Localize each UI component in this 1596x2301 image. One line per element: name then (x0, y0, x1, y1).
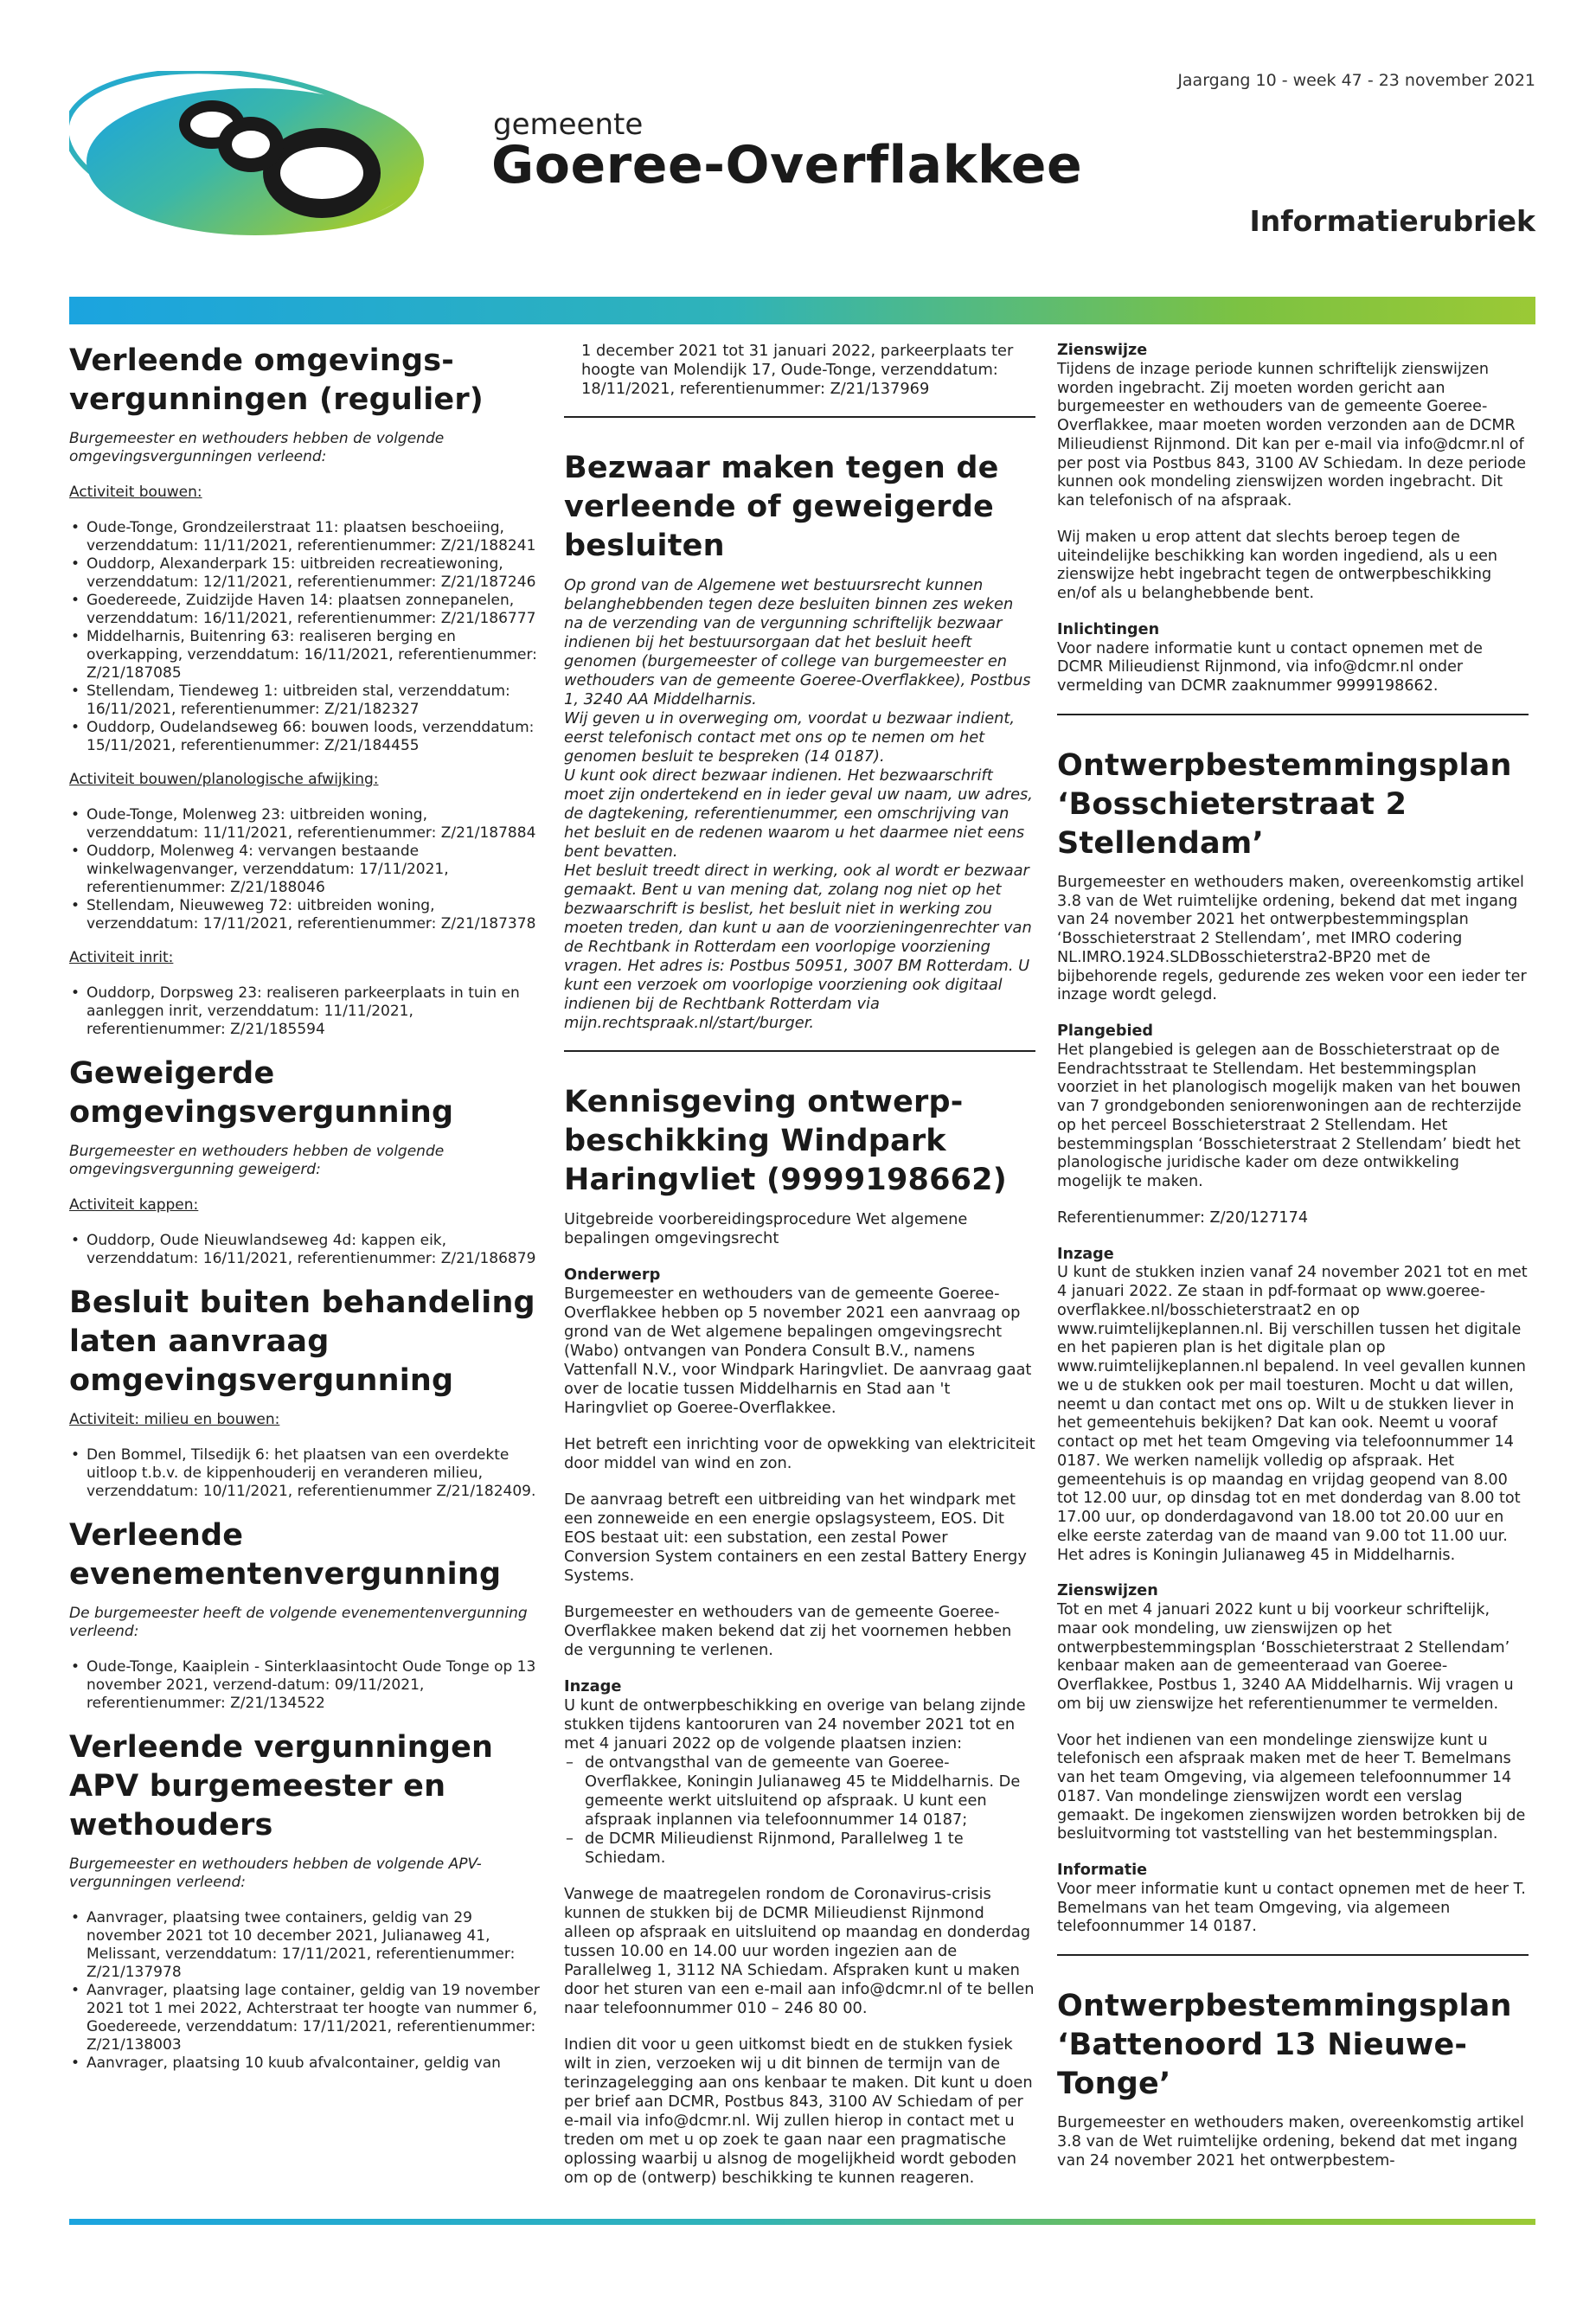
list-item: – de DCMR Milieudienst Rijnmond, Parallelweg 1 te Schiedam. (564, 1830, 1035, 1868)
paragraph: U kunt ook direct bezwaar indienen. Het bezwaarschrift moet zijn ondertekend en in ieder geval uw naam, uw adres, de dagtekening, referentienummer, een omschrijving van het besluit en de redenen waarom u het daarmee niet eens bent bevatten. (564, 766, 1033, 861)
list-item: • Ouddorp, Dorpsweg 23: realiseren parkeerplaats in tuin en aanleggen inrit, verzenddatum: 11/11/2021, referentienummer: Z/21/185594 (69, 984, 541, 1039)
list-item: • Aanvrager, plaatsing twee containers, geldig van 29 november 2021 tot 10 december 2021, Julianaweg 41, Melissant, verzenddatum: 17/11/2021, referentienummer: Z/21/137978 (69, 1909, 541, 1982)
paragraph: Indien dit voor u geen uitkomst biedt en de stukken fysiek wilt in zien, verzoeken wij u dit binnen de termijn van de terinzagelegging aan ons kenbaar te maken. Dit kunt u doen per brief aan DCMR, Postbus 843, 3100 AV Schiedam of per e-mail via info@dcmr.nl. Wij zullen hierop in contact met u treden om met u op zoek te gaan naar een pragmatische oplossing waarbij u alsnog de mogelijkheid wordt geboden om op de (ontwerp) beschikking te kunnen reageren. (564, 2035, 1033, 2187)
activity-label: Activiteit inrit: (69, 949, 174, 966)
location-list (564, 1753, 1035, 1868)
paragraph: Wij geven u in overweging om, voordat u bezwaar indient, eerst telefonisch contact met ons op te nemen om het genomen besluit te bespreken (14 0187). (564, 709, 1016, 766)
list-item: • Oude-Tonge, Molenweg 23: uitbreiden woning, verzenddatum: 11/11/2021, referentienummer: Z/21/187884 (69, 806, 541, 843)
paragraph: Voor nadere informatie kunt u contact opnemen met de DCMR Milieudienst Rijnmond, via info@dcmr.nl onder vermelding van DCMR zaaknummer 9999198662. (1057, 639, 1483, 695)
paragraph: Het betreft een inrichting voor de opwekking van elektriciteit door middel van wind en zon. (564, 1435, 1035, 1472)
permit-list (69, 519, 541, 755)
list-item: • Middelharnis, Buitenring 63: realiseren berging en overkapping, verzenddatum: 16/11/2021, referentienummer: Z/21/187085 (69, 628, 541, 683)
column-1 (69, 342, 541, 2088)
list-item: • Goedereede, Zuidzijde Haven 14: plaatsen zonnepanelen, verzenddatum: 16/11/2021, referentienummer: Z/21/186777 (69, 592, 541, 628)
subheading: Inzage (1057, 1245, 1114, 1263)
paragraph: Burgemeester en wethouders van de gemeente Goeree-Overflakkee maken bekend dat zij het voornemen hebben de vergunning te verlenen. (564, 1603, 1012, 1659)
section-title: Verleende omgevings-vergunningen (regulier) (69, 343, 484, 417)
paragraph: Tot en met 4 januari 2022 kunt u bij voorkeur schriftelijk, maar ook mondeling, uw zienswijzen op het ontwerpbestemmingsplan ‘Bosschieterstraat 2 Stellendam’ kenbaar maken aan de gemeenteraad van Goeree-Overflakkee, Postbus 1, 3240 AA Middelharnis. Wij vragen u om bij uw zienswijze het referentienummer te vermelden. (1057, 1601, 1514, 1713)
list-item: • Stellendam, Tiendeweg 1: uitbreiden stal, verzenddatum: 16/11/2021, referentienummer: Z/21/182327 (69, 683, 541, 719)
paragraph: Burgemeester en wethouders maken, overeenkomstig artikel 3.8 van de Wet ruimtelijke ordening, bekend dat met ingang van 24 november 2021 het ontwerpbestem- (1057, 2114, 1524, 2170)
list-item: • Aanvrager, plaatsing lage container, geldig van 19 november 2021 tot 1 mei 2022, Achterstraat ter hoogte van nummer 6, Goedereede, verzenddatum: 17/11/2021, referentienummer: Z/21/138003 (69, 1982, 541, 2054)
list-item: • Ouddorp, Molenweg 4: vervangen bestaande winkelwagenvanger, verzenddatum: 17/11/2021, referentienummer: Z/21/188046 (69, 843, 541, 897)
gemeente-logo (69, 71, 428, 244)
section-title: Verleende evenementenvergunning (69, 1518, 502, 1592)
gradient-bar-top (69, 297, 1535, 324)
activity-label: Activiteit bouwen: (69, 484, 202, 501)
subheading: Informatie (1057, 1862, 1148, 1879)
section-intro: De burgemeester heeft de volgende evenementenvergunning verleend: (69, 1605, 528, 1640)
activity-label: Activiteit kappen: (69, 1196, 199, 1214)
paragraph: Wij maken u erop attent dat slechts beroep tegen de uiteindelijke beschikking kan worden ingediend, als u een zienswijze hebt ingebracht tegen de ontwerpbeschikking en/of als u belanghebbende bent. (1057, 528, 1498, 602)
subheading: Zienswijze (1057, 342, 1148, 359)
section-intro: Burgemeester en wethouders hebben de volgende omgevingsvergunningen verleend: (69, 430, 445, 465)
section-body (564, 576, 1035, 1033)
subheading: Onderwerp (564, 1266, 661, 1284)
list-item: • Ouddorp, Oude Nieuwlandseweg 4d: kappen eik, verzenddatum: 16/11/2021, referentienummer: Z/21/186879 (69, 1232, 541, 1268)
section-title: Verleende vergunningen APV burgemeester en wethouders (69, 1730, 494, 1843)
header-title: Goeree-Overflakkee (491, 135, 1083, 195)
list-item: • Den Bommel, Tilsedijk 6: het plaatsen van een overdekte uitloop t.b.v. de kippenhouderij en veranderen milieu, verzenddatum: 10/11/2021, referentienummer Z/21/182409. (69, 1446, 541, 1501)
permit-list (69, 1658, 541, 1713)
section-title: Besluit buiten behandeling laten aanvraag omgevingsvergunning (69, 1285, 535, 1398)
section-intro: Burgemeester en wethouders hebben de volgende omgevingsvergunning geweigerd: (69, 1143, 445, 1178)
continued-text: 1 december 2021 tot 31 januari 2022, parkeerplaats ter hoogte van Molendijk 17, Oude-Tonge, verzenddatum: 18/11/2021, referentienummer: Z/21/137969 (581, 342, 1014, 398)
activity-label: Activiteit bouwen/planologische afwijking: (69, 771, 379, 788)
list-item: • Stellendam, Nieuweweg 72: uitbreiden woning, verzenddatum: 17/11/2021, referentienummer: Z/21/187378 (69, 897, 541, 933)
paragraph: Voor meer informatie kunt u contact opnemen met de heer T. Bemelmans van het team Omgeving, via algemeen telefoonnummer 14 0187. (1057, 1880, 1526, 1936)
section-title: Kennisgeving ontwerp-beschikking Windpark Haringvliet (9999198662) (564, 1085, 1007, 1197)
subheading: Inlichtingen (1057, 620, 1160, 638)
list-item: • Oude-Tonge, Kaaiplein - Sinterklaasintocht Oude Tonge op 13 november 2021, verzend-datum: 09/11/2021, referentienummer: Z/21/134522 (69, 1658, 541, 1713)
list-item: • Aanvrager, plaatsing 10 kuub afvalcontainer, geldig van (69, 2054, 541, 2073)
list-item: • Ouddorp, Alexanderpark 15: uitbreiden recreatiewoning, verzenddatum: 12/11/2021, referentienummer: Z/21/187246 (69, 555, 541, 592)
section-subtitle: Uitgebreide voorbereidingsprocedure Wet algemene bepalingen omgevingsrecht (564, 1210, 968, 1247)
edition-info: Jaargang 10 - week 47 - 23 november 2021 (1177, 71, 1535, 90)
paragraph: Burgemeester en wethouders van de gemeente Goeree-Overflakkee hebben op 5 november 2021 een aanvraag op grond van de Wet algemene bepalingen omgevingsrecht (Wabo) ontvangen van Pondera Consult B.V., namens Vattenfall N.V., voor Windpark Haringvliet. De aanvraag gaat over de locatie tussen Middelharnis en Stad aan 't Haringvliet op Goeree-Overflakkee. (564, 1285, 1032, 1417)
subheading: Inzage (564, 1677, 622, 1695)
paragraph: De aanvraag betreft een uitbreiding van het windpark met een zonneweide en een energie opslagsysteem, EOS. Dit EOS bestaat uit: een substation, een zestal Power Conversion System containers en een zestal Battery Energy Systems. (564, 1490, 1027, 1585)
section-title: Ontwerpbestemmingsplan ‘Bosschieterstraat 2 Stellendam’ (1057, 747, 1512, 861)
header-gemeente: gemeente (493, 107, 644, 142)
divider (1057, 1954, 1529, 1956)
subheading: Plangebied (1057, 1022, 1154, 1040)
gradient-bar-bottom (69, 2219, 1535, 2225)
paragraph: Het plangebied is gelegen aan de Bosschieterstraat op de Eendrachtsstraat te Stellendam. Het bestemmingsplan voorziet in het planologisch mogelijk maken van het bouwen van 7 grondgebonden seniorenwoningen aan de rechterzijde op het perceel Bosschieterstraat 2 Stellendam. Het bestemmingsplan ‘Bosschieterstraat 2 Stellendam’ biedt het planologische juridische kader om deze ontwikkeling mogelijk te maken. (1057, 1041, 1522, 1190)
subheading: Zienswijzen (1057, 1582, 1158, 1600)
paragraph: Het besluit treedt direct in werking, ook al wordt er bezwaar gemaakt. Bent u van mening dat, zolang nog niet op het bezwaarschrift is beslist, het besluit niet in werking zou moeten treden, dan kunt u aan de voorzieningenrechter van de Rechtbank in Rotterdam een voorlopige voorziening vragen. Het adres is: Postbus 50951, 3007 BM Rotterdam. U kunt een verzoek om voorlopige voorziening ook digitaal indienen bij de Rechtbank Rotterdam via mijn.rechtspraak.nl/start/burger. (564, 862, 1032, 1032)
permit-list (69, 1446, 541, 1501)
paragraph: U kunt de stukken inzien vanaf 24 november 2021 tot en met 4 januari 2022. Ze staan in pdf-formaat op www.goeree-overflakkee.nl/bosschieterstraat2 en op www.ruimtelijkeplannen.nl. Bij verschillen tussen het digitale en het papieren plan is het digitale plan op www.ruimtelijkeplannen.nl bepalend. In veel gevallen kunnen we u de stukken ook per mail toesturen. Mocht u dat willen, neemt u dan contact met ons op. Wilt u de stukken liever in het gemeentehuis bekijken? Dat kan ook. Neemt u vooraf contact op met het team Omgeving via telefoonnummer 14 0187. We werken namelijk volledig op afspraak. Het gemeentehuis is op maandag en vrijdag geopend van 8.00 tot 12.00 uur, op dinsdag tot en met donderdag van 8.00 tot 17.00 uur, op donderdagavond van 18.00 tot 20.00 uur en elke eerste zaterdag van de maand van 9.00 tot 11.00 uur. Het adres is Koningin Julianaweg 45 in Middelharnis. (1057, 1264, 1528, 1564)
reference-number: Referentienummer: Z/20/127174 (1057, 1208, 1309, 1227)
permit-list (69, 984, 541, 1039)
section-title: Bezwaar maken tegen de verleende of geweigerde besluiten (564, 451, 999, 563)
paragraph: Burgemeester en wethouders maken, overeenkomstig artikel 3.8 van de Wet ruimtelijke ordening, bekend dat met ingang van 24 november 2021 het ontwerpbestemmingsplan ‘Bosschieterstraat 2 Stellendam’, met IMRO codering NL.IMRO.1924.SLDBosschieterstra2-BP20 met de bijbehorende regels, gedurende zes weken voor een ieder ter inzage wordt gelegd. (1057, 873, 1527, 1004)
rubriek-title: Informatierubriek (1249, 204, 1535, 238)
divider (564, 1050, 1035, 1052)
column-3 (1057, 342, 1529, 2188)
paragraph: Op grond van de Algemene wet bestuursrecht kunnen belanghebbenden tegen deze besluiten binnen zes weken na de verzending van de vergunning schriftelijk bezwaar indienen bij het bestuursorgaan dat het besluit heeft genomen (burgemeester of college van burgemeester en wethouders van de gemeente Goeree-Overflakkee), Postbus 1, 3240 AA Middelharnis. (564, 576, 1031, 708)
divider (1057, 714, 1529, 715)
section-intro: Burgemeester en wethouders hebben de volgende APV-vergunningen verleend: (69, 1856, 482, 1891)
column-2 (564, 342, 1035, 2205)
section-title: Geweigerde omgevingsvergunning (69, 1056, 454, 1130)
paragraph: U kunt de ontwerpbeschikking en overige van belang zijnde stukken tijdens kantooruren van 24 november 2021 tot en met 4 januari 2022 op de volgende plaatsen inzien: (564, 1696, 1026, 1753)
divider (564, 416, 1035, 418)
section-title: Ontwerpbestemmingsplan ‘Battenoord 13 Nieuwe-Tonge’ (1057, 1989, 1512, 2101)
list-item: • Oude-Tonge, Grondzeilerstraat 11: plaatsen beschoeiing, verzenddatum: 11/11/2021, referentienummer: Z/21/188241 (69, 519, 541, 555)
activity-label: Activiteit: milieu en bouwen: (69, 1411, 280, 1428)
list-item: • Ouddorp, Oudelandseweg 66: bouwen loods, verzenddatum: 15/11/2021, referentienummer: Z/21/184455 (69, 719, 541, 755)
list-item: – de ontvangsthal van de gemeente van Goeree-Overflakkee, Koningin Julianaweg 45 te Middelharnis. De gemeente werkt uitsluitend op afspraak. U kunt een afspraak inplannen via telefoonnummer 14 0187; (564, 1753, 1035, 1830)
paragraph: Vanwege de maatregelen rondom de Coronavirus-crisis kunnen de stukken bij de DCMR Milieudienst Rijnmond alleen op afspraak en uitsluitend op maandag en donderdag tussen 10.00 en 14.00 uur worden ingezien aan de Parallelweg 1, 3112 NA Schiedam. Afspraken kunt u maken door het sturen van een e-mail aan info@dcmr.nl of te bellen naar telefoonnummer 010 – 246 80 00. (564, 1885, 1035, 2017)
permit-list (69, 806, 541, 933)
paragraph: Tijdens de inzage periode kunnen schriftelijk zienswijzen worden ingebracht. Zij moeten worden gericht aan burgemeester en wethouders van de gemeente Goeree-Overflakkee, maar moeten worden verzonden aan de DCMR Milieudienst Rijnmond. Dit kan per e-mail via info@dcmr.nl of per post via Postbus 843, 3100 AV Schiedam. In deze periode kunnen ook mondeling zienswijzen worden ingebracht. Dit kan telefonisch of na afspraak. (1057, 360, 1527, 510)
permit-list (69, 1909, 541, 2073)
permit-list (69, 1232, 541, 1268)
paragraph: Voor het indienen van een mondelinge zienswijze kunt u telefonisch een afspraak maken met de heer T. Bemelmans van het team Omgeving, via algemeen telefoonnummer 14 0187. Van mondelinge zienswijzen wordt een verslag gemaakt. De ingekomen zienswijzen worden betrokken bij de besluitvorming tot vaststelling van het bestemmingsplan. (1057, 1731, 1526, 1843)
